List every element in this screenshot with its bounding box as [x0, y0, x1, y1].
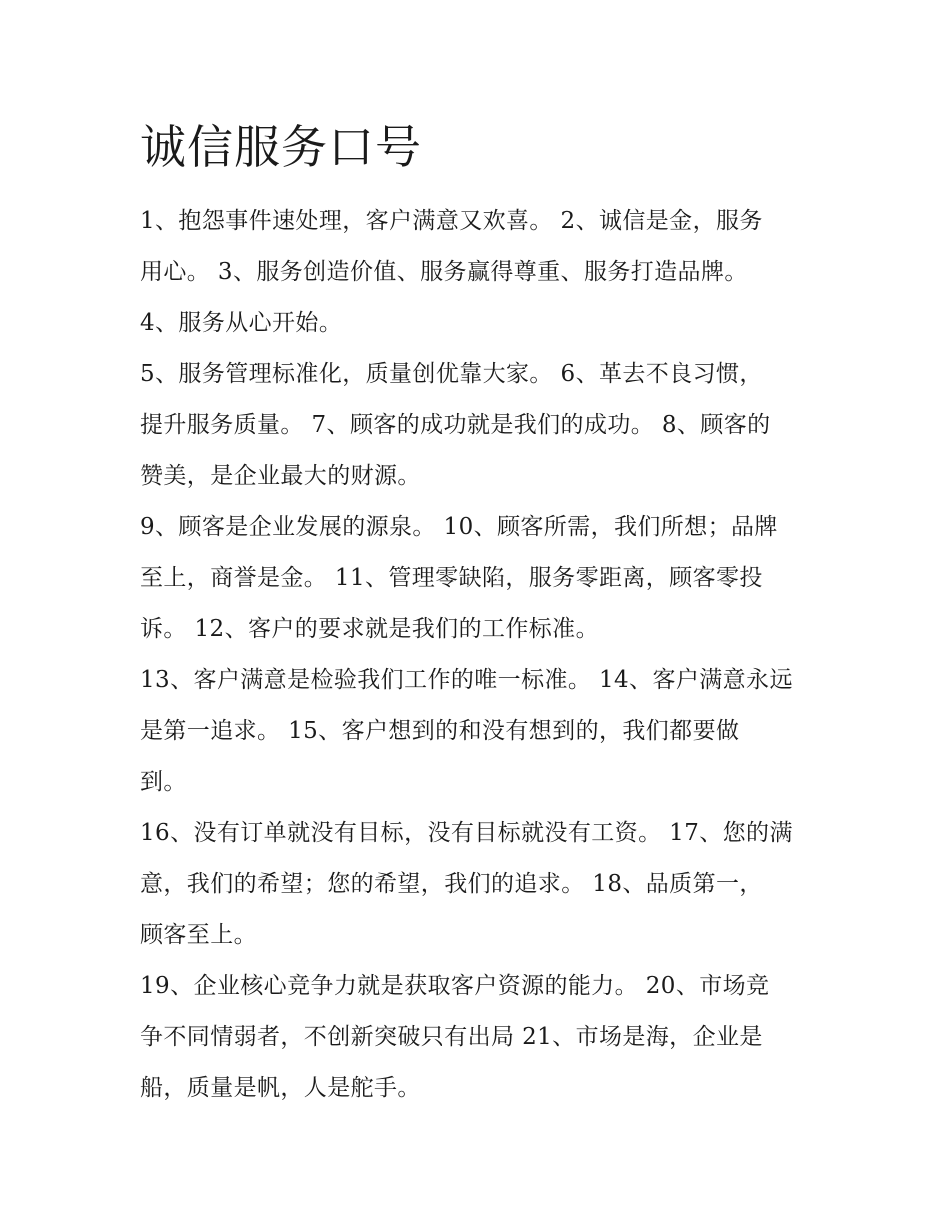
paragraph: [140, 655, 820, 808]
paragraph-line: 诉。 12、客户的要求就是我们的工作标准。: [140, 616, 599, 642]
page-title: 诚信服务口号: [140, 120, 422, 174]
paragraph-line: 用心。 3、服务创造价值、服务赢得尊重、服务打造品牌。: [140, 259, 748, 285]
paragraph-line: 1、抱怨事件速处理，客户满意又欢喜。 2、诚信是金，服务: [140, 208, 763, 234]
paragraph-line: 5、服务管理标准化，质量创优靠大家。 6、革去不良习惯，: [140, 361, 763, 387]
paragraph-line: 到。: [140, 769, 187, 795]
paragraph-line: 船，质量是帆，人是舵手。: [140, 1075, 421, 1101]
paragraph-line: 提升服务质量。 7、顾客的成功就是我们的成功。 8、顾客的: [140, 412, 771, 438]
paragraph-line: 赞美，是企业最大的财源。: [140, 463, 421, 489]
paragraph-line: 争不同情弱者，不创新突破只有出局 21、市场是海，企业是: [140, 1024, 763, 1050]
paragraph-line: 4、服务从心开始。: [140, 310, 343, 336]
paragraph: [140, 808, 820, 961]
paragraph: [140, 961, 820, 1114]
paragraph: [140, 502, 820, 655]
paragraph-line: 顾客至上。: [140, 922, 257, 948]
paragraph: [140, 196, 820, 298]
paragraph-line: 13、客户满意是检验我们工作的唯一标准。 14、客户满意永远: [140, 667, 793, 693]
paragraph: [140, 349, 820, 502]
paragraph-line: 16、没有订单就没有目标，没有目标就没有工资。 17、您的满: [140, 820, 793, 846]
paragraph: [140, 298, 820, 349]
paragraph-line: 19、企业核心竞争力就是获取客户资源的能力。 20、市场竞: [140, 973, 770, 999]
paragraph-line: 意，我们的希望；您的希望，我们的追求。 18、品质第一，: [140, 871, 763, 897]
paragraph-line: 9、顾客是企业发展的源泉。 10、顾客所需，我们所想；品牌: [140, 514, 778, 540]
paragraph-line: 至上，商誉是金。 11、管理零缺陷，服务零距离，顾客零投: [140, 565, 763, 591]
paragraph-line: 是第一追求。 15、客户想到的和没有想到的，我们都要做: [140, 718, 740, 744]
